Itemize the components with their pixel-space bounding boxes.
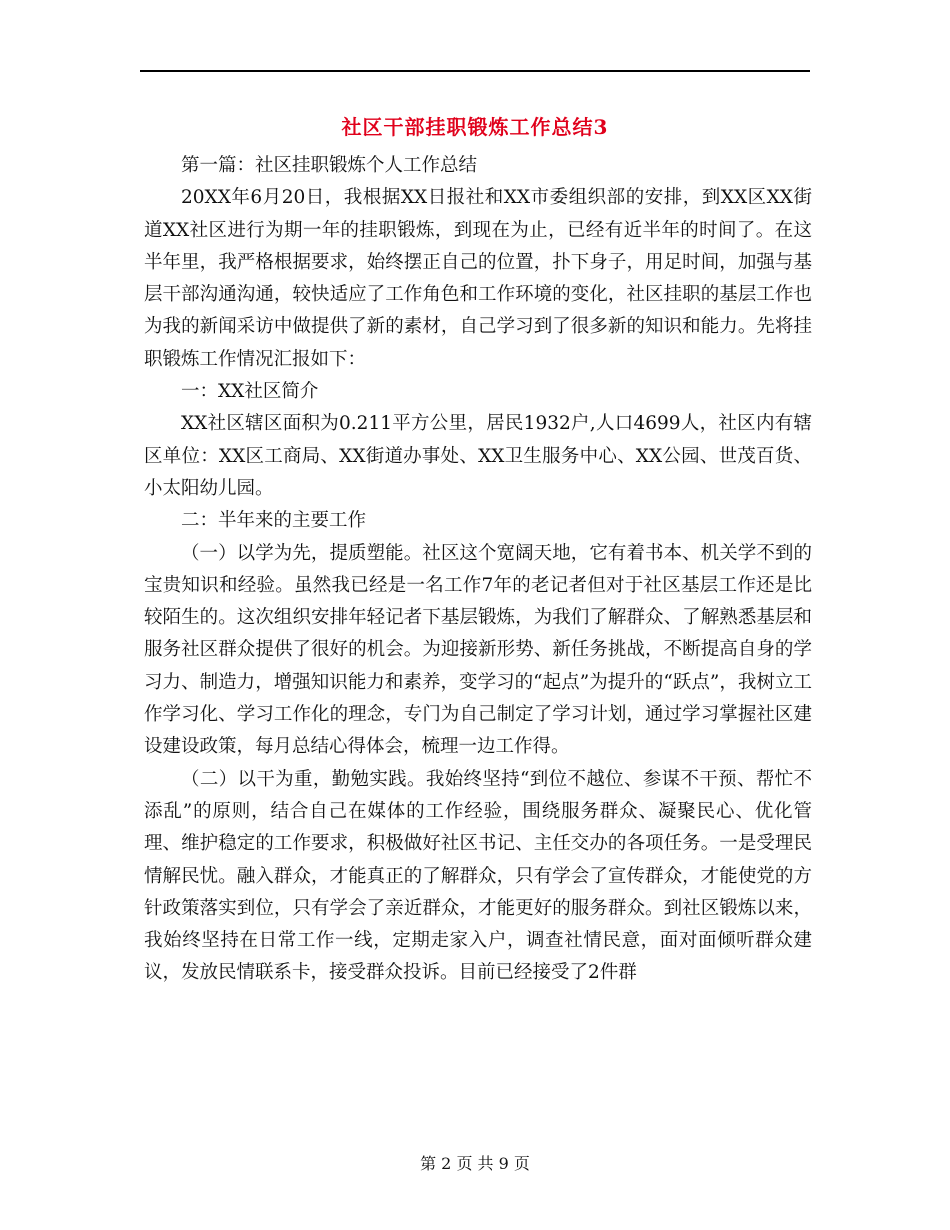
document-title: 社区干部挂职锻炼工作总结3 xyxy=(341,115,609,139)
section-heading-community-profile: 一：XX社区简介 xyxy=(181,381,319,403)
header-rule xyxy=(140,70,810,72)
document-body xyxy=(144,150,812,990)
paragraph-learning: （一）以学为先，提质塑能。社区这个宽阔天地，它有着书本、机关学不到的宝贵知识和经验。虽然我已经是一名工作7年的老记者但对于社区基层工作还是比较陌生的。这次组织安排年轻记者下基层锻炼，为我们了解群众、了解熟悉基层和服务社区群众提供了很好的机会。为迎接新形势、新任务挑战，不断提高自身的学习力、制造力，增强知识能力和素养，变学习的“起点”为提升的“跃点”，我树立工作学习化、学习工作化的理念，专门为自己制定了学习计划，通过学习掌握社区建设建设政策，每月总结心得体会，梳理一边工作得。 xyxy=(144,542,812,758)
paragraph-community-profile: XX社区辖区面积为0.211平方公里，居民1932户,人口4699人，社区内有辖区单位：XX区工商局、XX街道办事处、XX卫生服务中心、XX公园、世茂百货、小太阳幼儿园。 xyxy=(144,413,812,499)
paragraph-introduction: 20XX年6月20日，我根据XX日报社和XX市委组织部的安排，到XX区XX街道XX社区进行为期一年的挂职锻炼，到现在为止，已经有近半年的时间了。在这半年里，我严格根据要求，始终摆正自己的位置，扑下身子，用足时间，加强与基层干部沟通沟通，较快适应了工作角色和工作环境的变化，社区挂职的基层工作也为我的新闻采访中做提供了新的素材，自己学习到了很多新的知识和能力。先将挂职锻炼工作情况汇报如下： xyxy=(144,187,812,370)
paragraph-practice: （二）以干为重，勤勉实践。我始终坚持“到位不越位、参谋不干预、帮忙不添乱”的原则，结合自己在媒体的工作经验，围绕服务群众、凝聚民心、优化管理、维护稳定的工作要求，积极做好社区书记、主任交办的各项任务。一是受理民情解民忧。融入群众，才能真正的了解群众，只有学会了宣传群众，才能使党的方针政策落实到位，只有学会了亲近群众，才能更好的服务群众。到社区锻炼以来，我始终坚持在日常工作一线，定期走家入户，调查社情民意，面对面倾听群众建议，发放民情联系卡，接受群众投诉。目前已经接受了2件群 xyxy=(144,768,812,984)
section-heading-main-work: 二：半年来的主要工作 xyxy=(181,510,367,532)
page-number-footer: 第 2 页 共 9 页 xyxy=(420,1154,530,1173)
section-heading-part-one: 第一篇：社区挂职锻炼个人工作总结 xyxy=(181,155,478,176)
